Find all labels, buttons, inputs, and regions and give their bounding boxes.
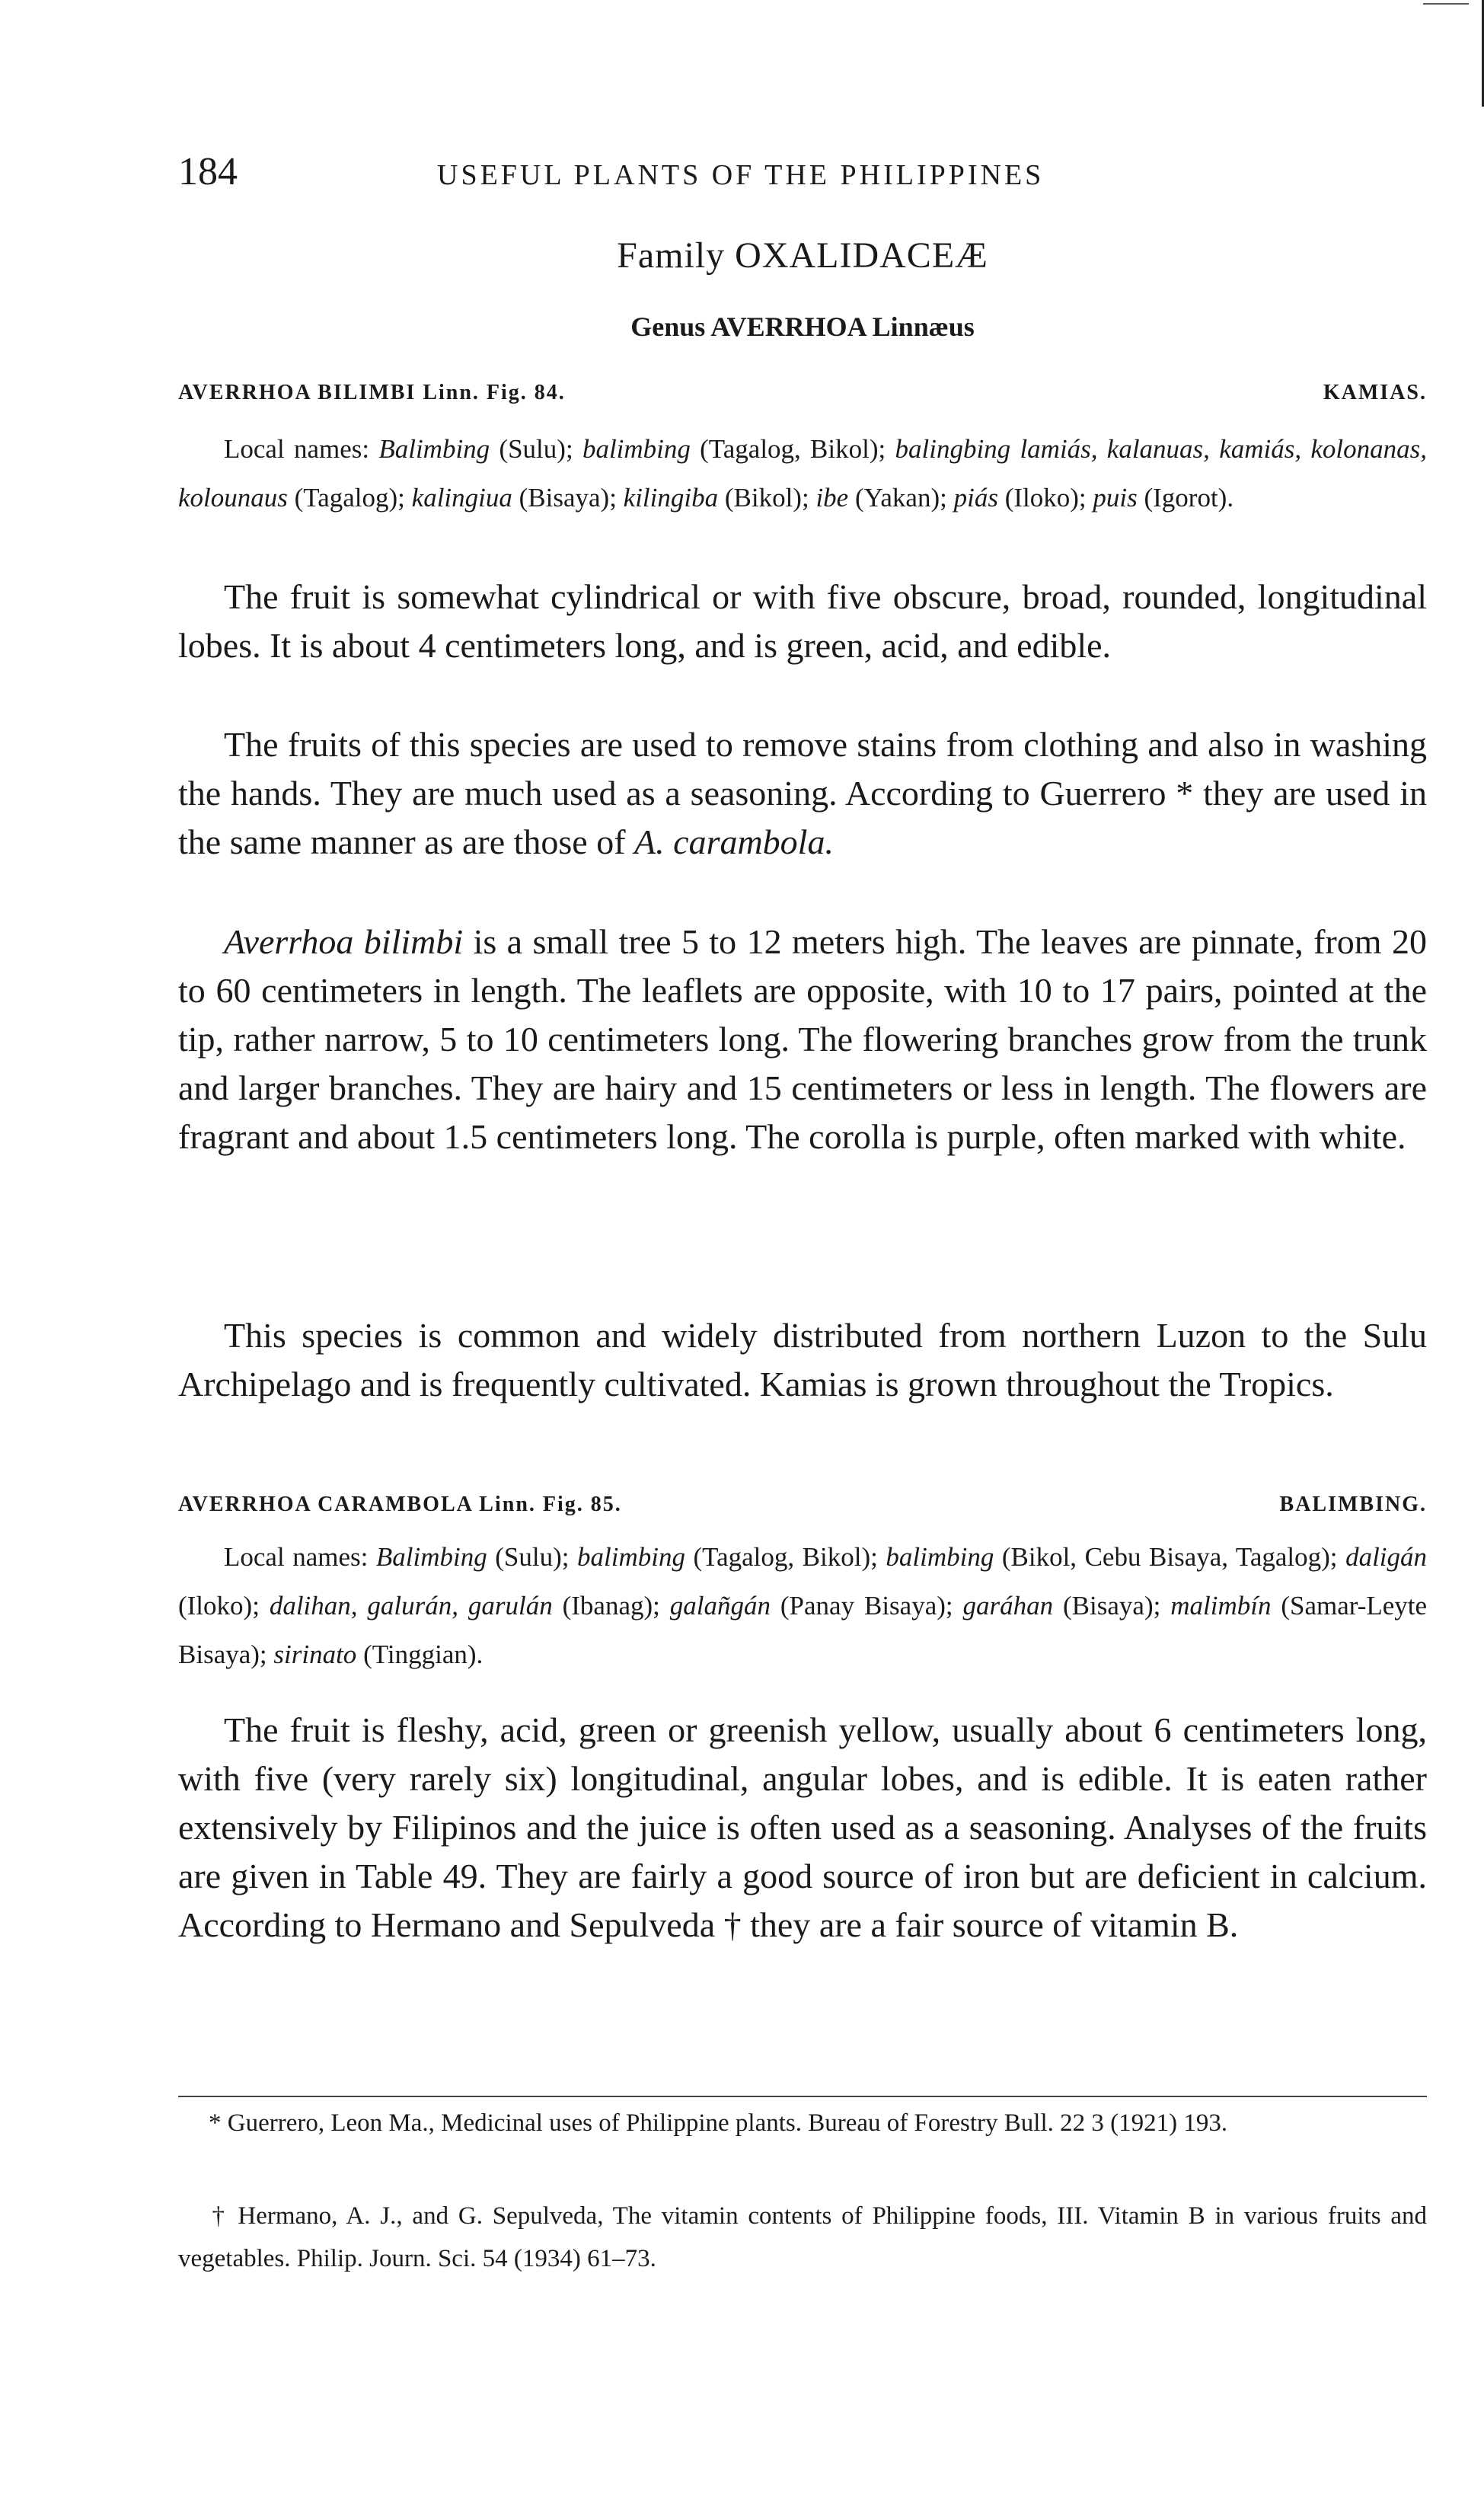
local-name-region: (Tagalog, Bikol); [685, 1542, 886, 1572]
paragraph-fruit-carambola [178, 1706, 1427, 1949]
italic-species-ref: A. carambola. [634, 822, 834, 861]
local-name: sirinato [273, 1640, 357, 1669]
local-name: Balimbing [375, 1542, 487, 1572]
local-names-intro: Local names: [224, 434, 379, 464]
paragraph-text: This species is common and widely distributed from northern Luzon to the Sulu Archipelago and is frequently cultivated. Kamias is grown throughout the Tropics. [178, 1316, 1427, 1403]
footnote-hermano [178, 2195, 1427, 2280]
paragraph-distribution-bilimbi [178, 1311, 1427, 1409]
species-name: AVERRHOA CARAMBOLA Linn. Fig. 85. [178, 1493, 622, 1516]
local-name: kalingiua [411, 483, 512, 512]
footnote-text: * Guerrero, Leon Ma., Medicinal uses of Philippine plants. Bureau of Forestry Bull. 22 3 (1921) 193. [209, 2109, 1228, 2137]
page-edge-stroke [1423, 3, 1469, 5]
footnote-text: † Hermano, A. J., and G. Sepulveda, The vitamin contents of Philippine foods, III. Vitamin B in various fruits and vegetables. Philip. Journ. Sci. 54 (1934) 61–73. [178, 2202, 1427, 2272]
species-name: AVERRHOA BILIMBI Linn. Fig. 84. [178, 381, 566, 404]
paragraph-text: The fruit is fleshy, acid, green or greenish yellow, usually about 6 centimeters long, with five (very rarely six) longitudinal, angular lobes, and is edible. It is eaten rather extensively by Filipinos and the juice is often used as a seasoning. Analyses of the fruits are given in Table 49. They are fairly a good source of iron but are deficient in calcium. According to Hermano and Sepulveda † they are a fair source of vitamin B. [178, 1710, 1427, 1944]
local-name-region: (Samar-Leyte Bisaya); [178, 1591, 1428, 1669]
running-title: USEFUL PLANTS OF THE PHILIPPINES [437, 159, 1045, 191]
local-name-region: (Bikol, Cebu Bisaya, Tagalog); [994, 1542, 1346, 1572]
local-name-region: (Iloko); [997, 483, 1093, 512]
species-common-name: KAMIAS. [1323, 381, 1427, 404]
local-name-region: (Sulu); [490, 434, 582, 464]
local-name-region: (Tagalog); [287, 483, 412, 512]
local-name-region: (Iloko); [178, 1591, 270, 1621]
local-name-region: (Bikol); [718, 483, 816, 512]
local-name-region: (Panay Bisaya); [771, 1591, 963, 1621]
local-name: Balimbing [378, 434, 490, 464]
local-name-region: (Tinggian). [356, 1640, 483, 1669]
local-name: kilingiba [623, 483, 719, 512]
local-name-region: (Sulu); [487, 1542, 578, 1572]
local-names-carambola [178, 1533, 1427, 1679]
local-name: balingbing lamiás, kalanuas, kamiás, kolonanas, kolounaus [178, 434, 1427, 512]
local-name: puis [1093, 483, 1138, 512]
local-name: garáhan [962, 1591, 1054, 1621]
family-heading: Family OXALIDACEÆ [617, 235, 988, 276]
italic-species-name: Averrhoa bilimbi [224, 922, 464, 961]
local-name: galañgán [669, 1591, 771, 1621]
paragraph-description-bilimbi [178, 918, 1427, 1161]
local-name-region: (Yakan); [848, 483, 954, 512]
paragraph-text: The fruits of this species are used to remove stains from clothing and also in washing the hands. They are much used as a seasoning. According to Guerrero * they are used in the same manner as are those of [178, 725, 1427, 861]
paragraph-text: is a small tree 5 to 12 meters high. The leaves are pinnate, from 20 to 60 centimeters in length. The leaflets are opposite, with 10 to 17 pairs, pointed at the tip, rather narrow, 5 to 10 centimeters long. The flowering branches grow from the trunk and larger branches. They are hairy and 15 centimeters or less in length. The flowers are fragrant and about 1.5 centimeters long. The corolla is purple, often marked with white. [178, 922, 1427, 1156]
running-header [178, 149, 1427, 203]
local-name-region: (Bisaya); [512, 483, 624, 512]
local-name-region: (Bisaya); [1053, 1591, 1171, 1621]
local-names-intro: Local names: [224, 1542, 376, 1572]
paragraph-uses-bilimbi [178, 720, 1427, 867]
footnote-guerrero [178, 2102, 1427, 2144]
local-name: piás [953, 483, 998, 512]
local-name: daligán [1345, 1542, 1428, 1572]
local-name: balimbing [577, 1542, 685, 1572]
genus-heading: Genus AVERRHOA Linnæus [630, 311, 975, 342]
local-name: dalihan, galurán, garulán [269, 1591, 553, 1621]
paragraph-text: The fruit is somewhat cylindrical or with five obscure, broad, rounded, longitudinal lobes. It is about 4 centimeters long, and is green, acid, and edible. [178, 577, 1427, 665]
local-name: balimbing [582, 434, 691, 464]
page-number: 184 [178, 150, 238, 193]
local-name: malimbín [1170, 1591, 1272, 1621]
local-names-bilimbi [178, 425, 1427, 522]
local-name: ibe [815, 483, 849, 512]
footnote-rule [178, 2096, 1427, 2097]
local-name: balimbing [886, 1542, 994, 1572]
local-name-region: (Ibanag); [552, 1591, 670, 1621]
paragraph-fruit-bilimbi [178, 573, 1427, 670]
local-name-region: (Tagalog, Bikol); [690, 434, 895, 464]
species-common-name: BALIMBING. [1279, 1493, 1427, 1516]
local-name-region: (Igorot). [1137, 483, 1234, 512]
